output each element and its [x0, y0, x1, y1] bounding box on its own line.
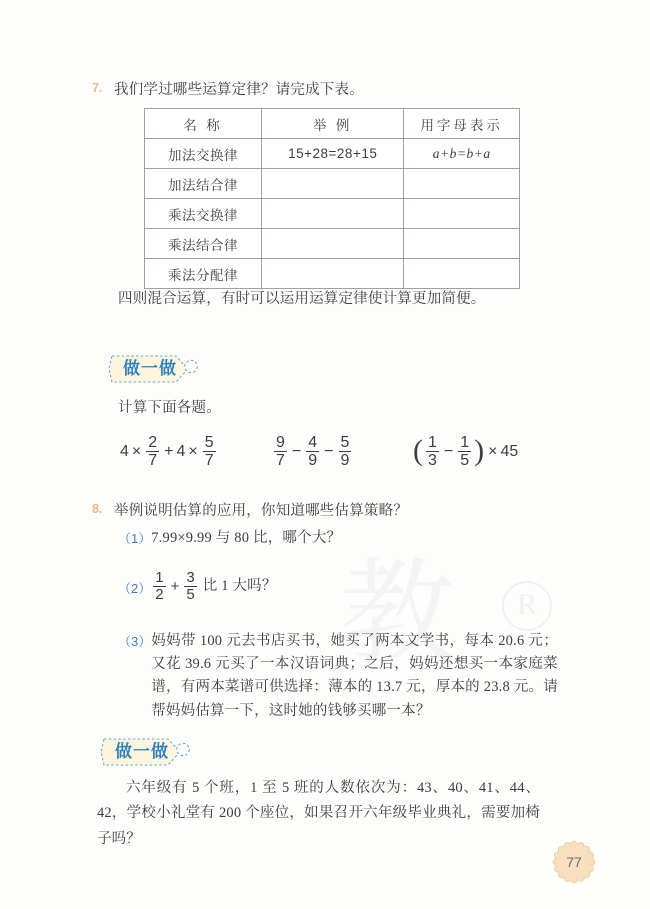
law-example[interactable] — [262, 259, 404, 289]
table-row — [145, 229, 520, 259]
law-algebra[interactable] — [404, 169, 520, 199]
operator: − — [443, 442, 454, 460]
practice-2-text: 六年级有 5 个班，1 至 5 班的人数依次为：43、40、41、44、42，学校小礼堂有 200 个座位，如果召开六年级毕业典礼，需要加椅子吗？ — [97, 780, 540, 847]
table-row — [145, 139, 520, 169]
table-header-example: 举 例 — [262, 109, 404, 139]
denominator: 7 — [148, 452, 158, 470]
question-8 — [92, 500, 572, 522]
question-7-number: 7. — [92, 81, 103, 95]
question-8-number: 8. — [92, 502, 103, 516]
law-algebra[interactable] — [404, 229, 520, 259]
operator: + — [164, 442, 174, 460]
expression-2-content — [272, 434, 353, 470]
practice-badge-1-label: 做一做 — [123, 359, 177, 378]
item-3-text: 妈妈带 100 元去书店买书，她买了两本文学书，每本 20.6 元；又花 39.6 元买了一本汉语词典；之后，妈妈还想买一本家庭菜谱，有两本菜谱可供选择：薄本的 13.7 元，厚本的 23.8 元。请帮妈妈估算一下，这时她的钱够买哪一本？ — [151, 633, 558, 719]
operator: × — [188, 442, 198, 460]
law-example[interactable] — [262, 199, 404, 229]
practice-badge-2 — [100, 735, 196, 769]
fraction — [426, 434, 439, 470]
expression-1 — [120, 434, 218, 470]
law-name: 加法交换律 — [145, 139, 262, 169]
operator: − — [291, 442, 302, 460]
table-header-name: 名 称 — [145, 109, 262, 139]
law-name: 乘法结合律 — [145, 229, 262, 259]
fraction — [458, 434, 471, 470]
numerator: 2 — [148, 434, 158, 451]
law-example[interactable]: 15+28=28+15 — [262, 139, 404, 169]
watermark-glyph: 教 — [340, 551, 448, 678]
numerator: 5 — [340, 434, 350, 451]
practice-badge-2-label: 做一做 — [115, 742, 169, 761]
question-8-item-2 — [118, 570, 558, 603]
operator: × — [488, 442, 498, 460]
law-algebra[interactable] — [404, 199, 520, 229]
item-2-label: （2） — [118, 580, 152, 596]
law-algebra[interactable]: a+b=b+a — [404, 139, 520, 169]
question-7-prompt: 我们学过哪些运算定律？请完成下表。 — [114, 82, 364, 98]
table-row — [145, 199, 520, 229]
page-number-badge — [550, 838, 598, 886]
fraction — [274, 434, 287, 470]
fraction — [153, 570, 165, 603]
item-1-label: （1） — [118, 531, 152, 546]
term: 45 — [500, 442, 519, 460]
question-7-note: 四则混合运算，有时可以运用运算定律使计算更加简便。 — [118, 291, 486, 307]
numerator: 5 — [204, 434, 214, 451]
question-8-item-3 — [118, 630, 558, 723]
numerator: 3 — [186, 569, 195, 586]
term: 4 — [120, 442, 129, 460]
question-8-item-1 — [118, 527, 558, 550]
law-example[interactable] — [262, 229, 404, 259]
table-header-algebra: 用字母表示 — [404, 109, 520, 139]
denominator: 9 — [340, 452, 350, 470]
denominator: 5 — [186, 586, 195, 604]
term: 4 — [176, 442, 186, 460]
numerator: 1 — [460, 434, 470, 451]
law-name: 乘法分配律 — [145, 259, 262, 289]
fraction — [146, 434, 159, 470]
denominator: 3 — [428, 452, 437, 470]
practice-badge-1 — [108, 352, 204, 386]
registered-trademark-icon: R — [502, 581, 552, 631]
law-example[interactable] — [262, 169, 404, 199]
item-2-text: 比 1 大吗？ — [202, 578, 277, 595]
question-7 — [92, 79, 562, 101]
table-row — [145, 259, 520, 289]
operation-laws-table — [144, 108, 520, 289]
fraction — [184, 570, 196, 603]
denominator: 7 — [276, 452, 285, 470]
law-name: 加法结合律 — [145, 169, 262, 199]
right-paren: ) — [474, 434, 485, 468]
left-paren: ( — [413, 434, 423, 468]
numerator: 9 — [276, 434, 285, 451]
question-8-prompt: 举例说明估算的应用，你知道哪些估算策略？ — [114, 503, 408, 519]
numerator: 1 — [428, 434, 437, 451]
practice-1-instruction: 计算下面各题。 — [118, 400, 221, 416]
fraction — [203, 434, 216, 470]
law-algebra[interactable] — [404, 259, 520, 289]
denominator: 5 — [460, 452, 470, 470]
denominator: 7 — [204, 452, 214, 470]
operator: − — [324, 442, 334, 460]
law-name: 乘法交换律 — [145, 199, 262, 229]
denominator: 9 — [308, 452, 318, 470]
numerator: 4 — [308, 434, 318, 451]
page-number-text: 77 — [566, 854, 582, 870]
operator: × — [131, 442, 142, 460]
expression-1-content — [120, 434, 218, 470]
denominator: 2 — [155, 586, 164, 604]
item-1-text: 7.99×9.99 与 80 比，哪个大？ — [151, 530, 342, 546]
item-3-label: （3） — [118, 634, 152, 649]
expression-2 — [272, 434, 353, 470]
table-header-row — [145, 109, 520, 139]
fraction — [339, 434, 352, 470]
expression-3-content — [412, 434, 518, 470]
fraction — [306, 434, 319, 470]
numerator: 1 — [155, 569, 164, 586]
table-row — [145, 169, 520, 199]
expression-3 — [412, 434, 518, 470]
item-2-expression — [151, 570, 198, 603]
operator: + — [170, 578, 180, 596]
